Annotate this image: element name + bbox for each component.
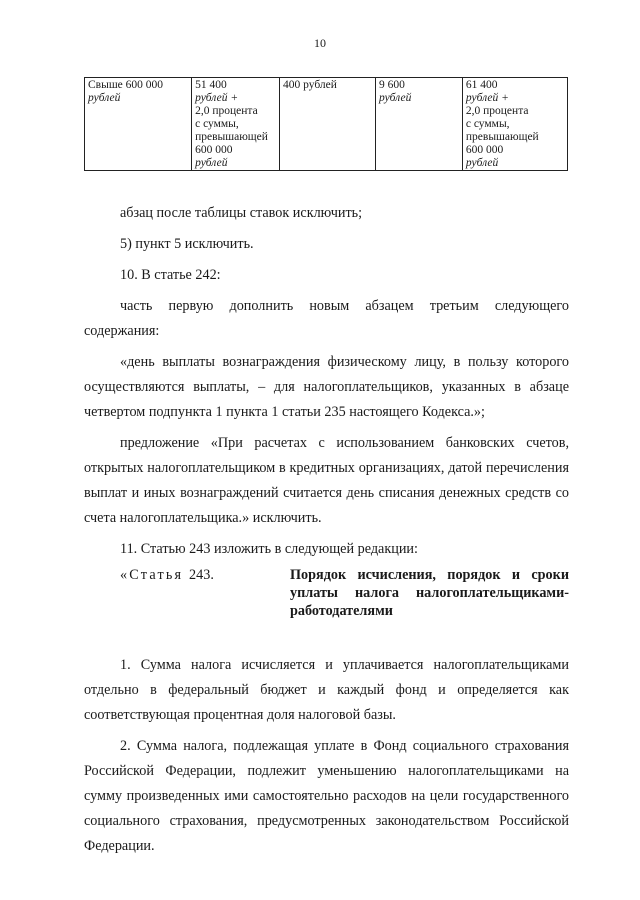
paragraph: 10. В статье 242: [120, 267, 221, 283]
paragraph: 5) пункт 5 исключить. [120, 236, 254, 252]
table-cell-medical: 9 600 рублей [375, 78, 462, 171]
table-cell-federal: 51 400 рублей + 2,0 процента с суммы, превышающей 600 000 рублей [192, 78, 280, 171]
paragraph: 11. Статью 243 изложить в следующей редакции: [120, 541, 418, 557]
paragraph: предложение «При расчетах с использованием банковских счетов, открытых налогоплательщиком в кредитных организациях, датой перечисления выплат и иных вознаграждений считается день списания денежных средств со счета налогоплательщика.» исключить. [84, 435, 569, 526]
table-cell-threshold: Свыше 600 000 рублей [85, 78, 192, 171]
paragraph: 2. Сумма налога, подлежащая уплате в Фонд социального страхования Российской Федерации, подлежит уменьшению налогоплательщиками на сумму произведенных ими самостоятельно расходов на цели государственного социального страхования, предусмотренных законодательством Российской Федерации. [84, 738, 569, 854]
table-cell-social: 400 рублей [280, 78, 376, 171]
paragraph: 1. Сумма налога исчисляется и уплачивается налогоплательщиками отдельно в федеральный бюджет и каждый фонд и определяется как соответствующая процентная доля налоговой базы. [84, 657, 569, 723]
paragraph: «день выплаты вознаграждения физическому лицу, в пользу которого осуществляются выплаты, – для налогоплательщиков, указанных в абзаце четвертом подпункта 1 пункта 1 статьи 235 настоящего Кодекса.»; [84, 354, 569, 420]
article-label: «Статья 243. [120, 567, 214, 583]
table-row [85, 78, 568, 171]
document-body [84, 201, 569, 859]
article-title: Порядок исчисления, порядок и сроки уплаты налога налогоплательщиками-работодателями [290, 567, 569, 619]
paragraph: абзац после таблицы ставок исключить; [120, 205, 363, 221]
table-cell-total: 61 400 рублей + 2,0 процента с суммы, превышающей 600 000 рублей [462, 78, 567, 171]
page-number: 10 [314, 36, 326, 50]
rates-table [84, 77, 568, 171]
article-heading [84, 566, 569, 620]
paragraph: часть первую дополнить новым абзацем третьим следующего содержания: [84, 298, 569, 339]
